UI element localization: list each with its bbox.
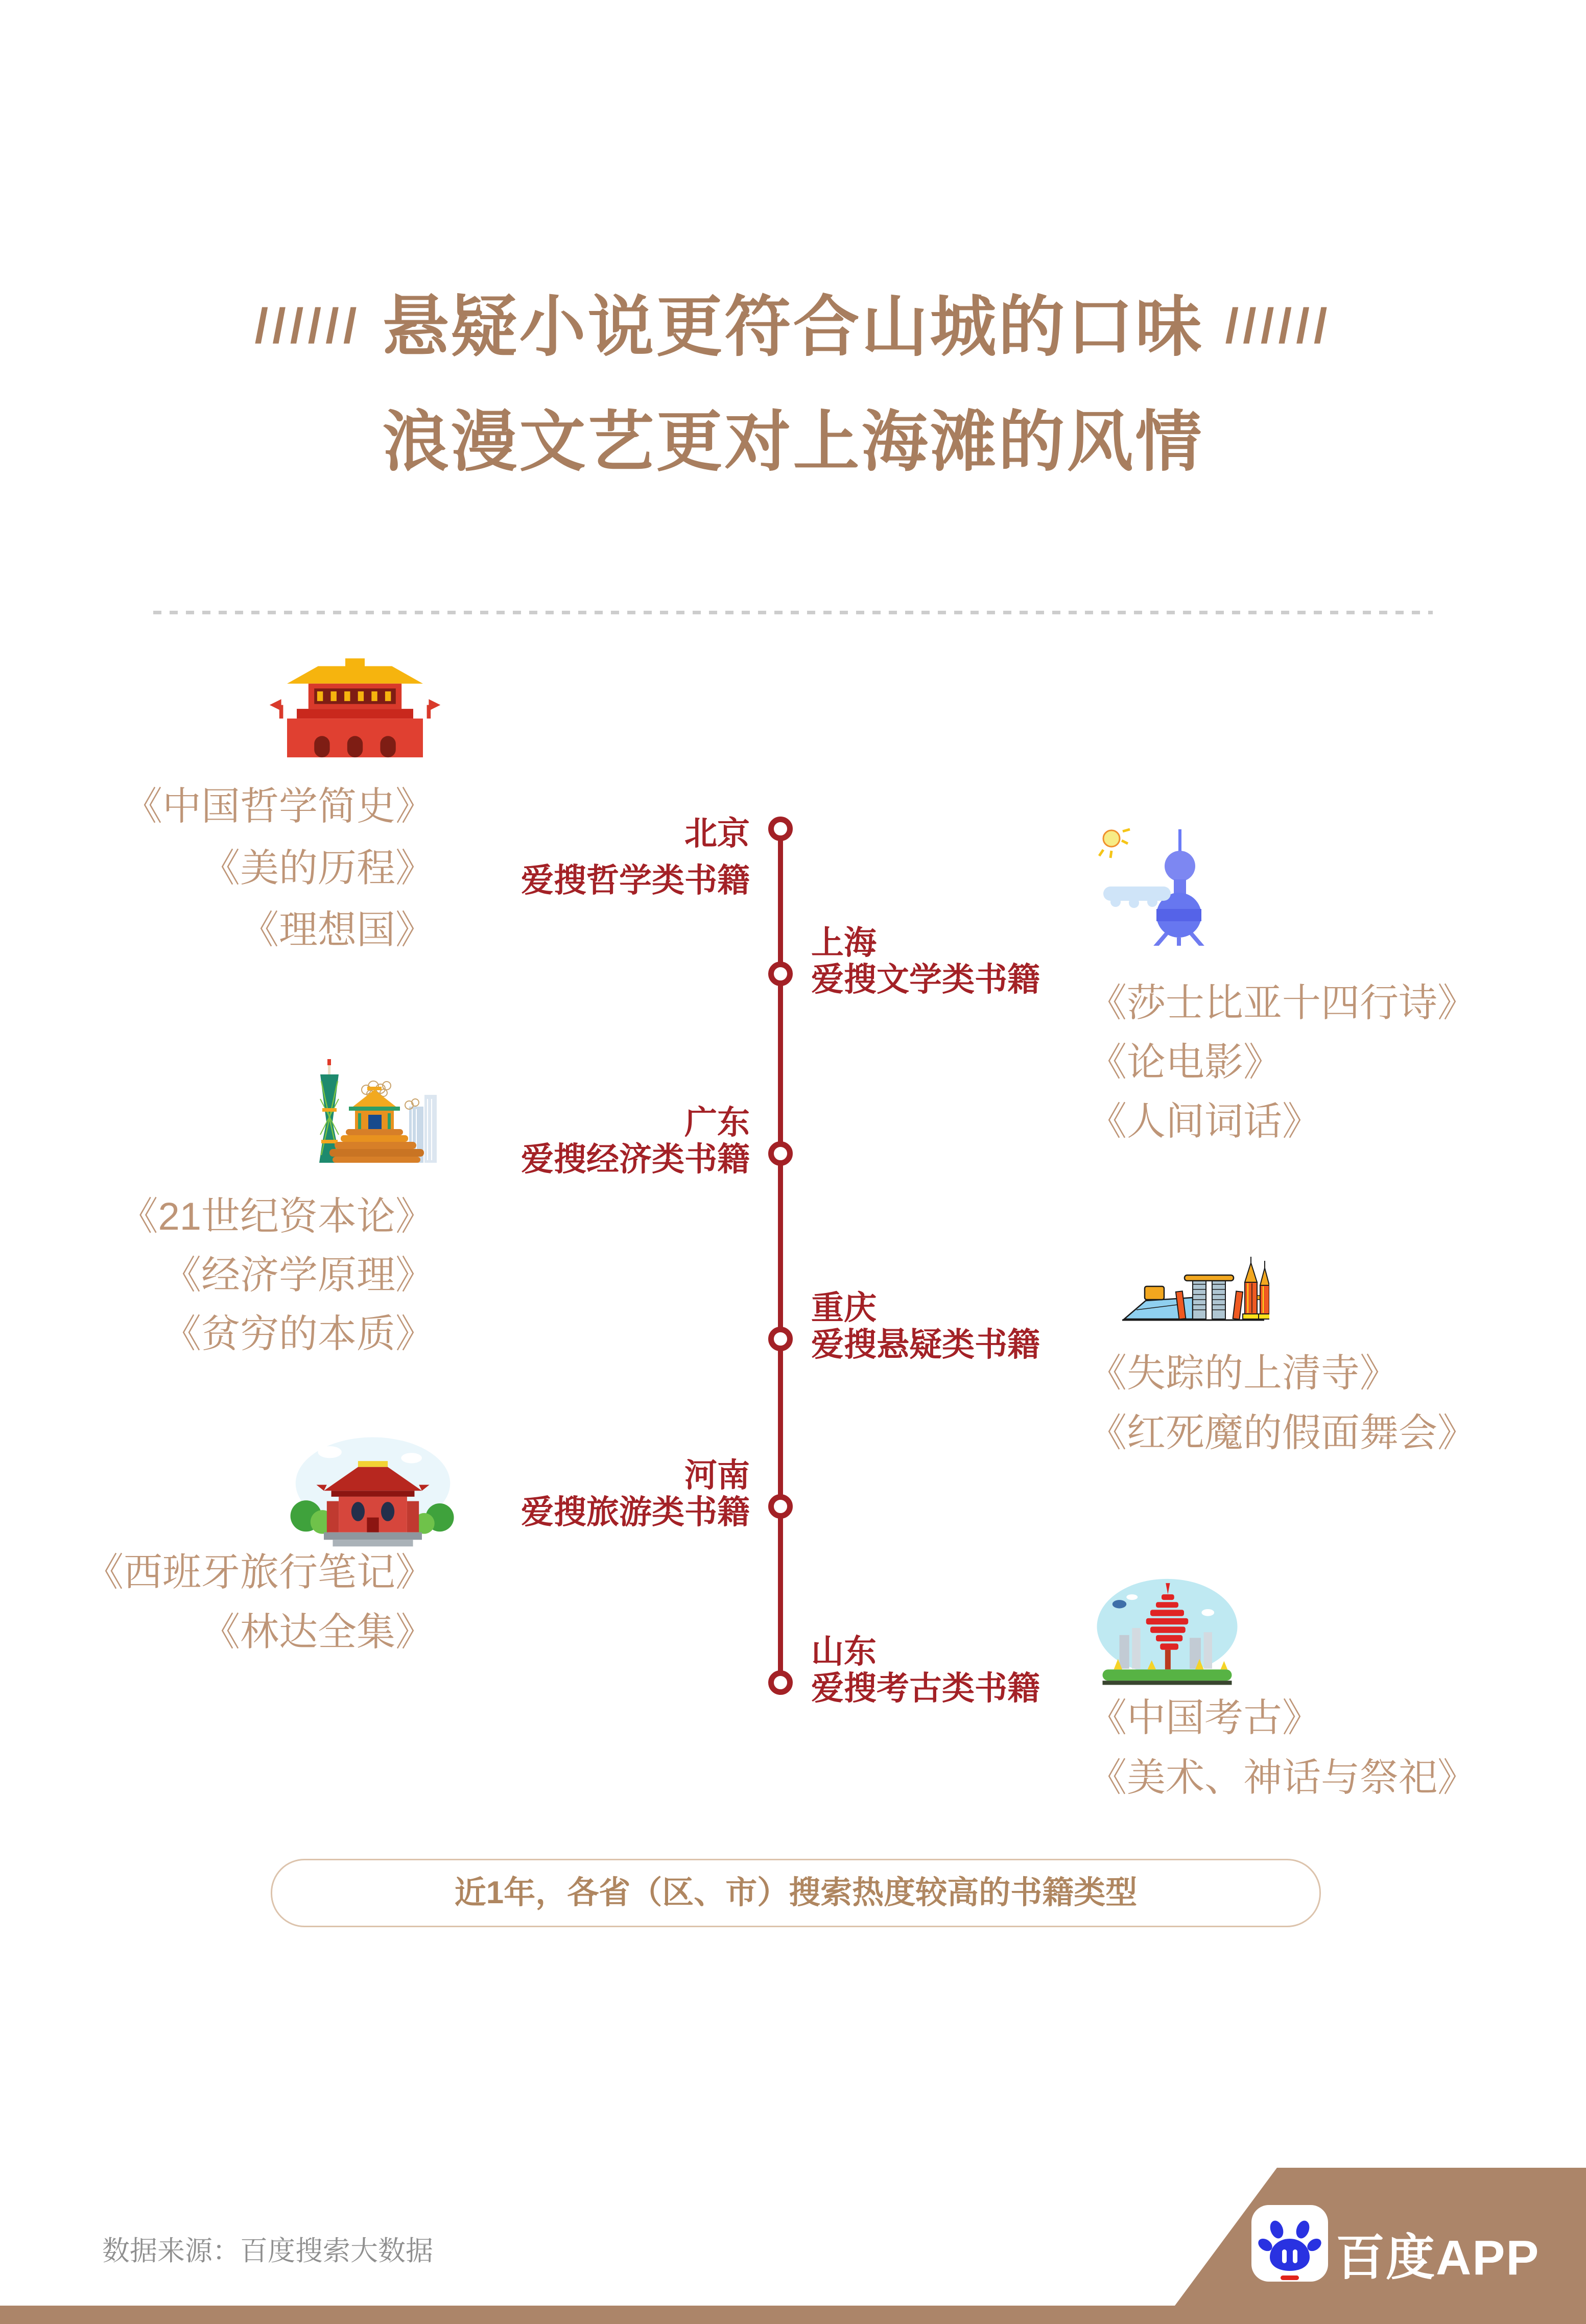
subtitle-shanghai: 爱搜文学类书籍 xyxy=(811,961,1040,998)
subtitle-beijing: 爱搜哲学类书籍 xyxy=(521,862,750,899)
summary-box: 近1年，各省（区、市）搜索热度较高的书籍类型 xyxy=(271,1859,1321,1927)
slash-marks-left: ////// xyxy=(254,299,361,353)
book-title: 《中国哲学简史》 xyxy=(124,785,434,828)
subtitle-chongqing: 爱搜悬疑类书籍 xyxy=(811,1326,1040,1363)
city-label-guangdong: 广东 xyxy=(684,1104,750,1141)
subtitle-shandong: 爱搜考古类书籍 xyxy=(811,1670,1040,1707)
timeline-node-chongqing xyxy=(768,1327,793,1351)
book-title: 《美术、神话与祭祀》 xyxy=(1088,1756,1476,1800)
slash-marks-right: ////// xyxy=(1225,299,1332,353)
city-label-shanghai: 上海 xyxy=(811,924,877,961)
page-title-line2 xyxy=(0,403,1586,480)
book-title: 《西班牙旅行笔记》 xyxy=(85,1551,434,1594)
timeline-node-shanghai xyxy=(768,962,793,986)
book-title: 《论电影》 xyxy=(1088,1041,1282,1084)
brand-name: 百度APP xyxy=(1336,2231,1540,2285)
book-title: 《中国考古》 xyxy=(1088,1696,1321,1740)
data-source-note: 数据来源：百度搜索大数据 xyxy=(102,2236,433,2266)
book-title: 《美的历程》 xyxy=(201,847,434,890)
timeline-node-beijing xyxy=(768,817,793,841)
book-title: 《经济学原理》 xyxy=(162,1254,434,1297)
timeline-node-henan xyxy=(768,1494,793,1519)
subtitle-henan: 爱搜旅游类书籍 xyxy=(521,1494,750,1530)
book-title: 《贫穷的本质》 xyxy=(162,1312,434,1356)
subtitle-guangdong: 爱搜经济类书籍 xyxy=(521,1141,750,1178)
baidu-logo-icon xyxy=(1251,2205,1328,2282)
city-label-beijing: 北京 xyxy=(684,815,750,852)
dashed-divider xyxy=(153,611,1433,614)
book-title: 《莎士比亚十四行诗》 xyxy=(1088,981,1476,1025)
city-label-shandong: 山东 xyxy=(811,1633,877,1670)
city-label-chongqing: 重庆 xyxy=(811,1289,877,1326)
timeline-line xyxy=(778,829,783,1683)
tiananmen-gate-icon xyxy=(258,656,452,763)
book-title: 《林达全集》 xyxy=(201,1611,434,1654)
title-text-line1: 悬疑小说更符合山城的口味 xyxy=(382,290,1204,364)
timeline-node-guangdong xyxy=(768,1141,793,1166)
city-label-henan: 河南 xyxy=(684,1457,750,1494)
book-title: 《理想国》 xyxy=(240,908,434,952)
page-title-line1 xyxy=(0,289,1586,372)
book-title: 《失踪的上清寺》 xyxy=(1088,1352,1399,1395)
book-title: 《21世纪资本论》 xyxy=(119,1195,434,1238)
book-title: 《人间词话》 xyxy=(1088,1100,1321,1143)
timeline-node-shandong xyxy=(768,1670,793,1695)
book-title: 《红死魔的假面舞会》 xyxy=(1088,1411,1476,1455)
title-text-line2: 浪漫文艺更对上海滩的风情 xyxy=(382,404,1204,479)
